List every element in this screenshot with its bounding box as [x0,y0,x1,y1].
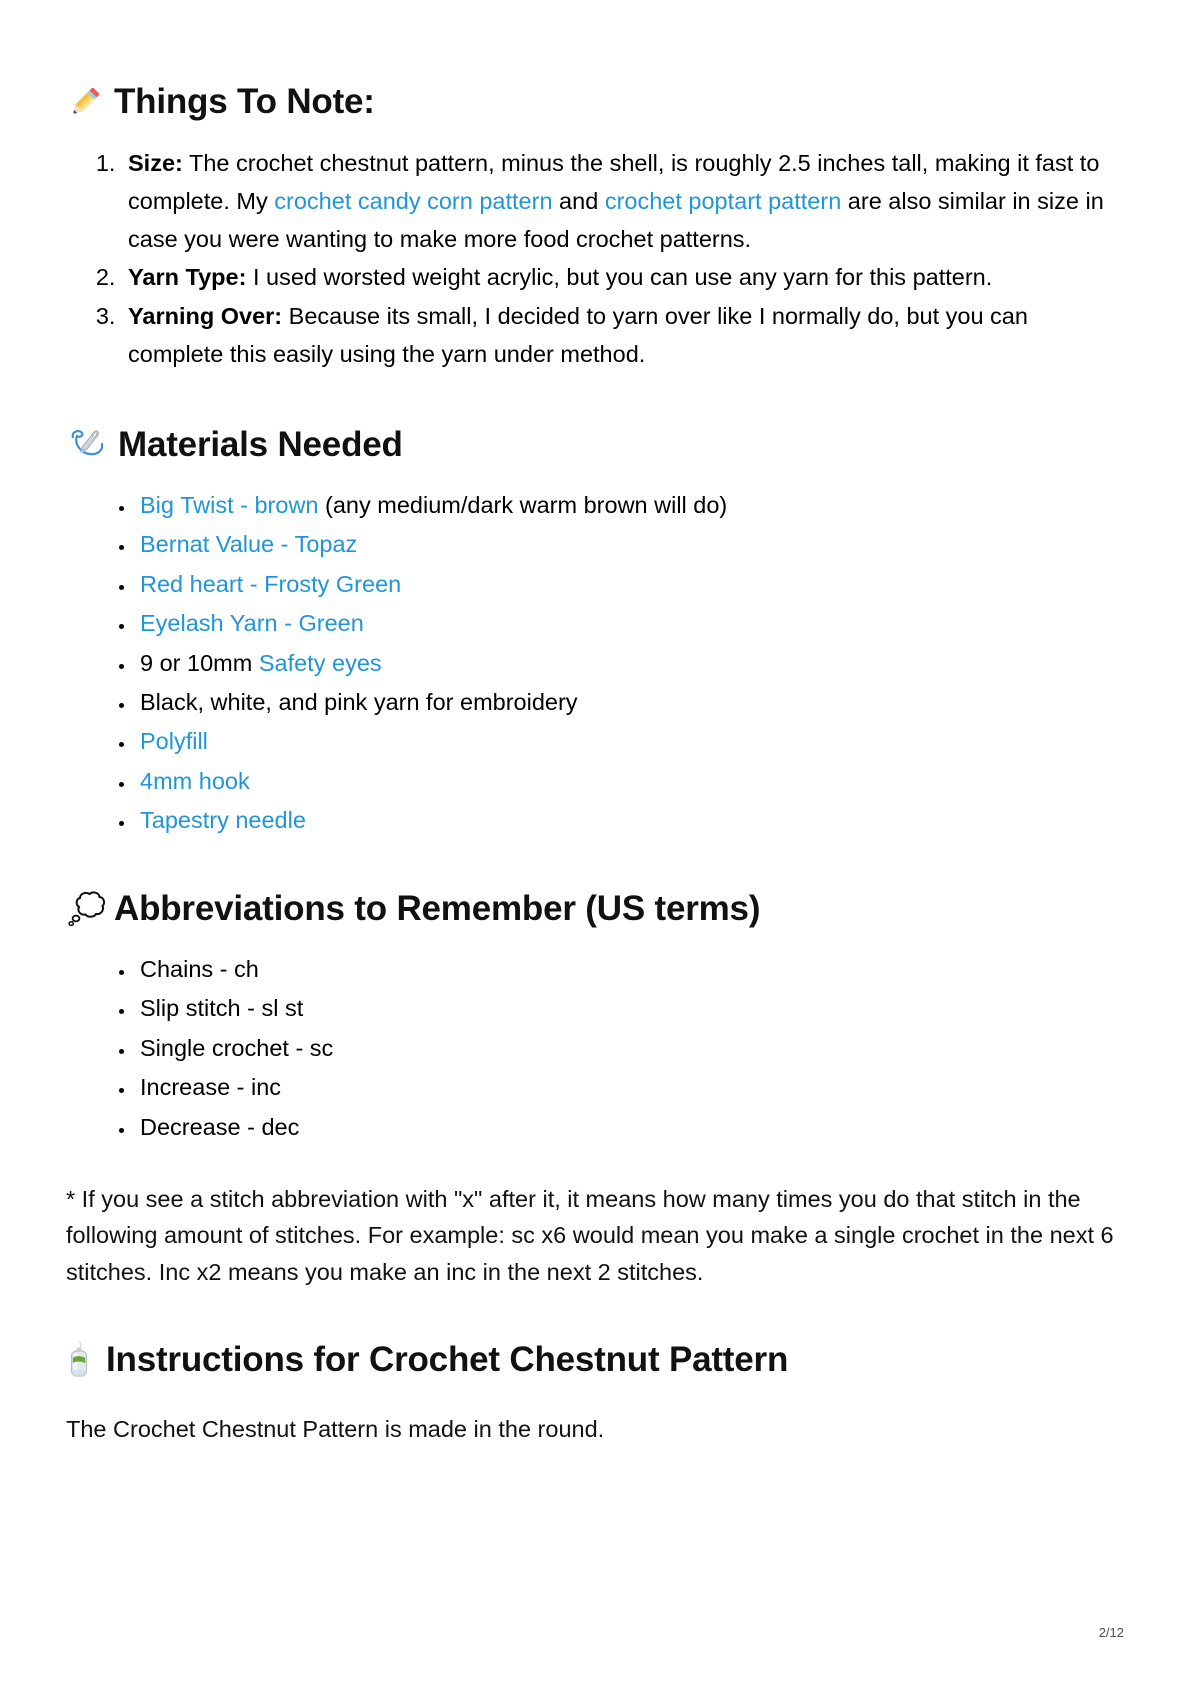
lotion-bottle-icon [66,1340,100,1380]
list-item [136,723,1124,759]
list-item [122,258,1124,296]
materials-list [66,487,1124,839]
list-item [136,1030,1124,1066]
list-item [136,1109,1124,1145]
list-item [136,990,1124,1026]
note-text-size-a: The crochet chestnut pattern, minus the shell, is roughly 2.5 inches tall, making it fast to complete. My [128,150,1100,215]
materials-needed-heading [66,425,1124,465]
note-text-yarn-type: I used worsted weight acrylic, but you can use any yarn for this pattern. [246,264,993,291]
abbreviations-heading [66,889,1124,929]
list-item [136,605,1124,641]
abbrev-decrease: Decrease - dec [140,1113,300,1140]
note-text-size-c: are also similar in size in case you were wanting to make more food crochet patterns. [128,188,1104,253]
link-bernat-value-topaz[interactable]: Bernat Value - Topaz [140,531,358,558]
list-item [136,684,1124,720]
list-item [122,297,1124,373]
note-label-yarning-over: Yarning Over: [128,302,283,329]
link-safety-eyes[interactable]: Safety eyes [258,649,382,676]
link-crochet-candy-corn-pattern[interactable]: crochet candy corn pattern [274,188,553,215]
page-number: 2/12 [1098,1625,1124,1640]
material-prefix-safety-eyes: 9 or 10mm [140,649,259,676]
list-item [136,566,1124,602]
list-item [136,951,1124,987]
pencil-icon [66,83,104,121]
abbrev-slip-stitch: Slip stitch - sl st [140,995,304,1022]
abbrev-single-crochet: Single crochet - sc [140,1034,334,1061]
things-to-note-list [66,144,1124,372]
material-embroidery-yarn: Black, white, and pink yarn for embroidery [140,688,578,715]
sewing-needle-icon [66,426,108,464]
list-item [136,1069,1124,1105]
abbreviations-heading-text: Abbreviations to Remember (US terms) [114,888,761,928]
things-to-note-heading-text: Things To Note: [114,82,375,121]
link-red-heart-frosty-green[interactable]: Red heart - Frosty Green [140,570,402,597]
list-item [136,802,1124,838]
note-text-yarning-over: Because its small, I decided to yarn over like I normally do, but you can complete this easily using the yarn under method. [128,302,1028,367]
abbrev-chains: Chains - ch [140,955,259,982]
list-item [136,645,1124,681]
instructions-heading [66,1340,1124,1380]
abbreviations-list [66,951,1124,1145]
list-item [136,763,1124,799]
note-text-size-b: and [552,188,605,215]
note-label-size: Size: [128,150,183,177]
link-tapestry-needle[interactable]: Tapestry needle [140,807,306,834]
note-label-yarn-type: Yarn Type: [128,264,247,291]
instructions-heading-text: Instructions for Crochet Chestnut Pattern [106,1340,789,1380]
thought-balloon-icon [66,889,112,929]
abbreviations-note-paragraph: * If you see a stitch abbreviation with "x" after it, it means how many times you do that stitch in the following amount of stitches. For example: sc x6 would mean you make a single crochet in the next 6 stitches. Inc x2 means you make an inc in the next 2 stitches. [66,1186,1114,1285]
materials-needed-heading-text: Materials Needed [118,424,403,464]
link-eyelash-yarn-green[interactable]: Eyelash Yarn - Green [140,610,364,637]
list-item [136,487,1124,523]
list-item [122,144,1124,258]
link-big-twist-brown[interactable]: Big Twist - brown [140,491,319,518]
link-polyfill[interactable]: Polyfill [140,728,208,755]
list-item [136,526,1124,562]
instructions-intro-paragraph: The Crochet Chestnut Pattern is made in the round. [66,1415,605,1442]
material-note-big-twist: (any medium/dark warm brown will do) [318,491,728,518]
abbrev-increase: Increase - inc [140,1074,282,1101]
link-crochet-poptart-pattern[interactable]: crochet poptart pattern [604,188,842,215]
link-4mm-hook[interactable]: 4mm hook [140,767,250,794]
things-to-note-heading [66,82,1124,122]
